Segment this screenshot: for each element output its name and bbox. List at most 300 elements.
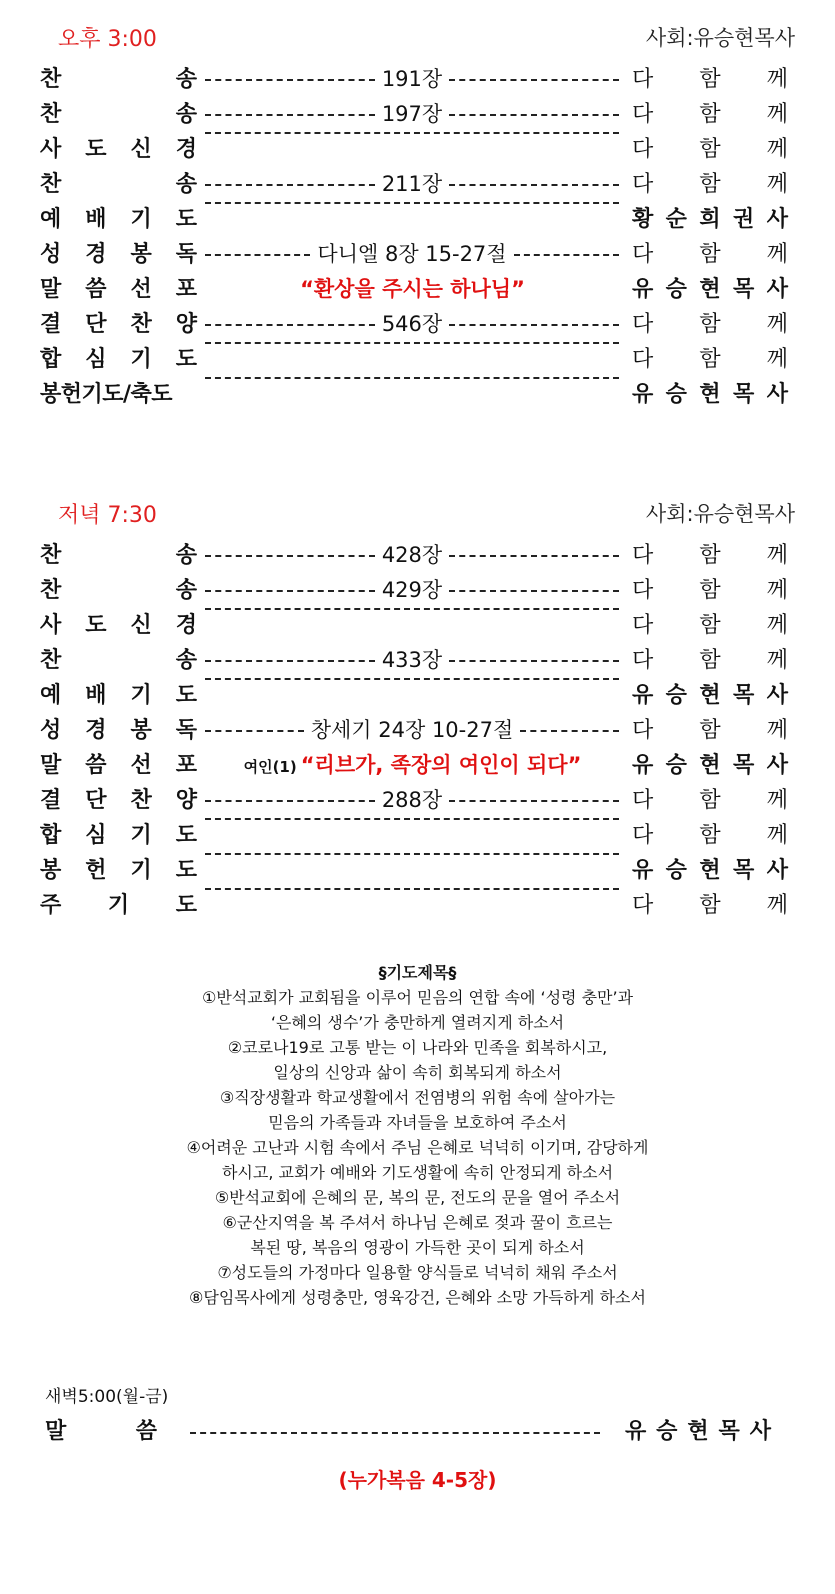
label-char: 도 [85,613,107,638]
order-leader [632,608,788,643]
dash-leader [205,888,619,890]
afternoon-header [0,22,835,58]
leader-char: 함 [699,172,721,197]
afternoon-service [0,22,835,412]
label-char: 찬 [40,172,62,197]
order-detail [202,97,622,132]
order-leader [632,888,788,923]
sermon-title [200,748,625,785]
prayer-title: §기도제목§ [378,963,457,982]
dash-leader [449,114,619,116]
order-label [40,377,197,412]
order-row [0,202,835,237]
order-leader [632,678,788,713]
leader-char: 다 [632,578,654,603]
order-row [0,272,835,307]
prayer-item: 하시고, 교회가 예배와 기도생활에 속히 안정되게 하소서 [221,1163,614,1182]
dash-leader [205,730,304,732]
label-char: 찬 [130,788,152,813]
dash-leader [205,678,619,680]
dash-leader [520,730,619,732]
order-label [40,853,197,888]
leader-char: 함 [699,543,721,568]
service-time: 저녁 7:30 [58,503,157,528]
label-char: 찬 [40,578,62,603]
label-char: 봉 [40,858,62,883]
label-char: 봉 [130,718,152,743]
label-char: 결 [40,788,62,813]
label-char: 헌 [85,858,107,883]
order-label [40,97,197,132]
leader-char: 목 [718,1419,740,1444]
leader-char: 다 [632,242,654,267]
detail-text: 197장 [381,102,443,126]
order-leader [632,342,788,377]
prayer-topics [0,960,835,1310]
order-label [40,713,197,748]
order-leader [632,307,788,342]
dash-leader [205,342,619,344]
label-char: 선 [130,753,152,778]
order-detail [202,818,622,820]
order-leader [632,62,788,97]
detail-text: 433장 [381,648,443,672]
leader-char: 함 [699,67,721,92]
label-char: 도 [175,893,197,918]
order-label [40,62,197,97]
label-char: 단 [85,788,107,813]
prayer-item: ④어려운 고난과 시험 속에서 주님 은혜로 넉넉히 이기며, 감당하게 [186,1138,649,1157]
order-leader [632,272,788,307]
label-char: 사 [40,137,62,162]
leader-char: 다 [632,788,654,813]
order-detail [202,678,622,680]
label-char: 독 [175,242,197,267]
leader-char: 희 [699,207,721,232]
order-detail [202,167,622,202]
order-leader [632,818,788,853]
leader-char: 현 [687,1419,709,1444]
detail-text: 546장 [381,312,443,336]
leader-char: 목 [733,683,755,708]
leader-char: 목 [733,858,755,883]
leader-char: 목 [733,277,755,302]
leader-char: 함 [699,648,721,673]
dawn-leader [625,1414,771,1450]
label-char: 심 [85,823,107,848]
order-row [0,678,835,713]
dash-leader [205,660,375,662]
label-char: 봉 [130,242,152,267]
label-char: 기 [107,893,130,918]
leader-char: 께 [766,102,788,127]
label-char: 합 [40,823,62,848]
order-row [0,783,835,818]
leader-char: 현 [699,683,721,708]
order-detail [202,132,622,134]
prayer-item: 일상의 신앙과 삶이 속히 회복되게 하소서 [273,1063,562,1082]
leader-char: 사 [766,277,788,302]
dawn-label [45,1414,157,1450]
order-detail [202,307,622,342]
dash-leader [205,114,375,116]
order-detail [202,342,622,344]
leader-char: 승 [656,1419,678,1444]
leader-char: 유 [632,382,654,407]
order-row [0,307,835,342]
order-detail [202,888,622,890]
prayer-item: ⑧담임목사에게 성령충만, 영육강건, 은혜와 소망 가득하게 하소서 [189,1288,646,1307]
leader-char: 함 [699,718,721,743]
prayer-item: ⑥군산지역을 복 주셔서 하나님 은혜로 젖과 꿀이 흐르는 [222,1213,613,1232]
order-detail [202,853,622,855]
label-char: 도 [175,683,197,708]
order-label [40,678,197,713]
label-char: 경 [85,718,107,743]
order-detail [202,608,622,610]
label-char: 배 [85,207,107,232]
leader-char: 다 [632,67,654,92]
label-char: 기 [130,347,152,372]
order-row [0,62,835,97]
leader-char: 사 [766,207,788,232]
label-char: 도 [175,858,197,883]
leader-char: 께 [766,137,788,162]
dash-leader [205,377,619,379]
leader-char: 께 [766,613,788,638]
order-row [0,538,835,573]
service-host: 사회:유승현목사 [645,26,795,50]
leader-char: 함 [699,102,721,127]
label-char: 찬 [130,312,152,337]
label-char: 말 [40,753,62,778]
label-char: 합 [40,347,62,372]
leader-char: 다 [632,893,654,918]
leader-char: 사 [766,858,788,883]
dash-leader [449,79,619,81]
leader-char: 목 [733,382,755,407]
dash-leader [205,818,619,820]
leader-char: 유 [632,277,654,302]
dash-leader [205,555,375,557]
order-row [0,342,835,377]
leader-char: 승 [665,277,687,302]
detail-text: 창세기 24장 10-27절 [310,718,514,742]
order-label [40,237,197,272]
label-char: 양 [175,788,197,813]
leader-char: 승 [665,753,687,778]
leader-char: 함 [699,312,721,337]
label-char: 찬 [40,67,62,92]
leader-char: 께 [766,788,788,813]
label-char: 씀 [85,277,107,302]
label-char: 신 [130,613,152,638]
dash-leader [205,608,619,610]
dash-leader [449,555,619,557]
label-char: 성 [40,242,62,267]
leader-char: 함 [699,613,721,638]
leader-char: 께 [766,543,788,568]
label-char: 배 [85,683,107,708]
order-row [0,818,835,853]
order-label [40,307,197,342]
label-char: 봉헌기도/축도 [40,382,173,407]
label-char: 송 [175,648,197,673]
leader-char: 목 [733,753,755,778]
dash-leader [190,1432,600,1434]
label-char: 찬 [40,102,62,127]
order-label [40,272,197,307]
leader-char: 다 [632,347,654,372]
prayer-item: 복된 땅, 복음의 영광이 가득한 곳이 되게 하소서 [250,1238,585,1257]
leader-char: 께 [766,242,788,267]
order-row [0,608,835,643]
dash-leader [205,590,375,592]
leader-char: 유 [625,1419,647,1444]
label-char: 송 [175,102,197,127]
order-label [40,573,197,608]
order-leader [632,237,788,272]
order-leader [632,132,788,167]
label-char: 씀 [135,1419,157,1444]
leader-char: 황 [632,207,654,232]
leader-char: 현 [699,858,721,883]
label-char: 도 [175,207,197,232]
leader-char: 께 [766,67,788,92]
leader-char: 다 [632,613,654,638]
leader-char: 현 [699,753,721,778]
leader-char: 께 [766,718,788,743]
evening-order-list [0,538,835,923]
leader-char: 함 [699,242,721,267]
leader-char: 승 [665,683,687,708]
prayer-list [0,985,835,1310]
order-row [0,888,835,923]
prayer-item: ⑤반석교회에 은혜의 문, 복의 문, 전도의 문을 열어 주소서 [214,1188,621,1207]
leader-char: 현 [699,382,721,407]
label-char: 송 [175,578,197,603]
order-label [40,132,197,167]
dash-leader [205,324,375,326]
prayer-item: ③직장생활과 학교생활에서 전염병의 위험 속에 살아가는 [219,1088,616,1107]
order-row [0,167,835,202]
label-char: 포 [175,277,197,302]
order-leader [632,167,788,202]
order-leader [632,643,788,678]
order-label [40,538,197,573]
dash-leader [205,800,375,802]
detail-text: 428장 [381,543,443,567]
leader-char: 유 [632,683,654,708]
leader-char: 함 [699,137,721,162]
order-detail [202,643,622,678]
order-label [40,888,197,923]
evening-service [0,498,835,923]
dash-leader [449,660,619,662]
dash-leader [205,254,310,256]
dash-leader [205,79,375,81]
leader-char: 사 [766,382,788,407]
leader-char: 다 [632,648,654,673]
detail-text: 다니엘 8장 15-27절 [317,242,507,266]
leader-char: 께 [766,648,788,673]
label-char: 경 [85,242,107,267]
leader-char: 권 [733,207,755,232]
order-detail [202,237,622,272]
leader-char: 승 [665,858,687,883]
dash-leader [205,132,619,134]
order-leader [632,538,788,573]
dawn-header: 새벽5:00(월-금) [45,1387,169,1407]
detail-text: 191장 [381,67,443,91]
label-char: 경 [175,613,197,638]
service-host: 사회:유승현목사 [645,502,795,526]
leader-char: 함 [699,347,721,372]
leader-char: 다 [632,172,654,197]
label-char: 찬 [40,648,62,673]
leader-char: 께 [766,312,788,337]
prayer-item: ②코로나19로 고통 받는 이 나라와 민족을 회복하시고, [227,1038,608,1057]
leader-char: 순 [665,207,687,232]
leader-char: 다 [632,102,654,127]
sermon-text: “리브가, 족장의 여인이 되다” [300,753,582,777]
order-leader [632,713,788,748]
label-char: 신 [130,137,152,162]
order-row [0,377,835,412]
order-row [0,573,835,608]
leader-char: 다 [632,137,654,162]
order-row [0,97,835,132]
leader-char: 다 [632,312,654,337]
label-char: 송 [175,172,197,197]
order-leader [632,748,788,783]
dash-leader [449,590,619,592]
leader-char: 께 [766,823,788,848]
order-row [0,237,835,272]
order-label [40,202,197,237]
dawn-row [45,1414,785,1450]
label-char: 선 [130,277,152,302]
order-detail [202,783,622,818]
order-row [0,713,835,748]
label-char: 도 [85,137,107,162]
label-char: 찬 [40,543,62,568]
order-label [40,818,197,853]
leader-char: 다 [632,718,654,743]
prayer-item: ‘은혜의 생수’가 충만하게 열려지게 하소서 [270,1013,565,1032]
label-char: 양 [175,312,197,337]
label-char: 포 [175,753,197,778]
label-char: 말 [40,277,62,302]
afternoon-order-list [0,62,835,412]
order-label [40,342,197,377]
detail-text: 429장 [381,578,443,602]
order-leader [632,377,788,412]
leader-char: 다 [632,823,654,848]
dash-leader [449,800,619,802]
order-label [40,748,197,783]
evening-header [0,498,835,534]
order-leader [632,783,788,818]
order-detail [202,377,622,379]
label-char: 송 [175,543,197,568]
dash-leader [449,184,619,186]
sermon-series: 여인(1) [243,758,297,776]
order-label [40,783,197,818]
dash-leader [449,324,619,326]
order-leader [632,853,788,888]
detail-text: 211장 [381,172,443,196]
sermon-title [200,272,625,307]
leader-char: 유 [632,753,654,778]
leader-char: 께 [766,172,788,197]
label-char: 송 [175,67,197,92]
label-char: 독 [175,718,197,743]
order-label [40,167,197,202]
prayer-item: ①반석교회가 교회됨을 이루어 믿음의 연합 속에 ‘성령 충만’과 [201,988,634,1007]
label-char: 말 [45,1419,67,1444]
label-char: 주 [40,893,62,918]
label-char: 단 [85,312,107,337]
label-char: 성 [40,718,62,743]
leader-char: 사 [766,683,788,708]
order-row [0,132,835,167]
label-char: 예 [40,207,62,232]
order-row [0,748,835,783]
label-char: 도 [175,823,197,848]
dash-leader [205,184,375,186]
leader-char: 현 [699,277,721,302]
order-detail [202,202,622,204]
label-char: 예 [40,683,62,708]
leader-char: 유 [632,858,654,883]
label-char: 기 [130,207,152,232]
sermon-text: “환상을 주시는 하나님” [300,277,525,301]
label-char: 기 [130,823,152,848]
prayer-item: 믿음의 가족들과 자녀들을 보호하여 주소서 [268,1113,567,1132]
dash-leader [205,853,619,855]
label-char: 기 [130,683,152,708]
order-label [40,643,197,678]
order-detail [202,538,622,573]
order-detail [202,62,622,97]
order-detail [202,713,622,748]
leader-char: 함 [699,578,721,603]
order-row [0,643,835,678]
label-char: 결 [40,312,62,337]
leader-char: 께 [766,893,788,918]
dash-leader [514,254,619,256]
label-char: 도 [175,347,197,372]
leader-char: 사 [766,753,788,778]
order-leader [632,97,788,132]
order-label [40,608,197,643]
prayer-item: ⑦성도들의 가정마다 일용할 양식들로 넉넉히 채워 주소서 [217,1263,618,1282]
leader-char: 함 [699,823,721,848]
leader-char: 다 [632,543,654,568]
order-leader [632,573,788,608]
dawn-scripture: (누가복음 4-5장) [338,1468,497,1492]
leader-char: 승 [665,382,687,407]
leader-char: 함 [699,893,721,918]
order-detail [202,573,622,608]
leader-char: 께 [766,347,788,372]
leader-char: 께 [766,578,788,603]
label-char: 기 [130,858,152,883]
leader-char: 함 [699,788,721,813]
label-char: 사 [40,613,62,638]
service-time: 오후 3:00 [58,27,157,52]
